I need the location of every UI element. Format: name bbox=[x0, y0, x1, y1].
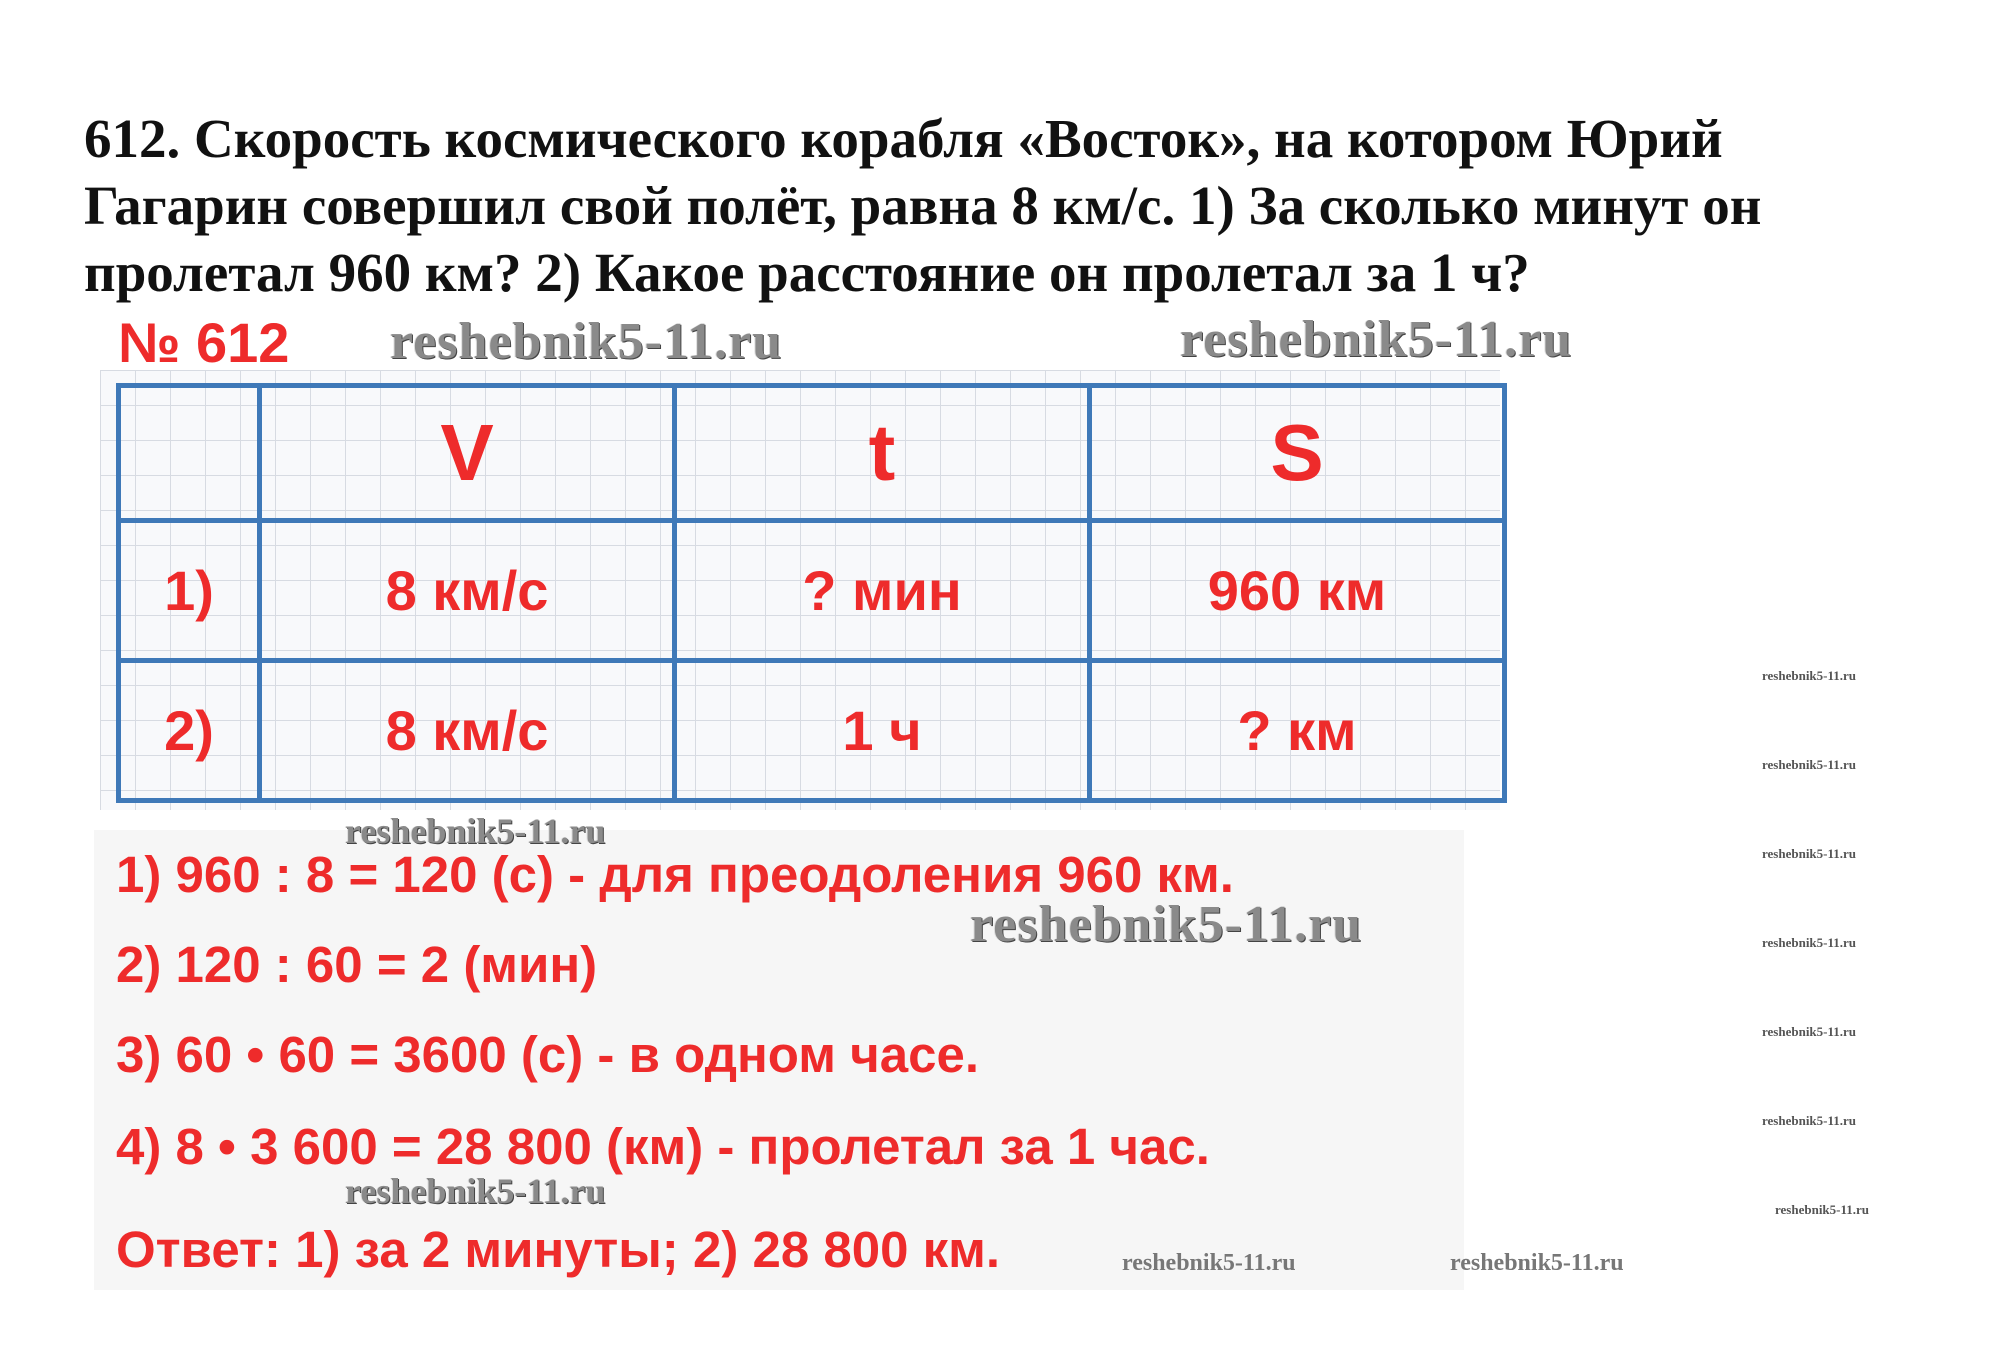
table-cell: 8 км/с bbox=[260, 521, 675, 661]
table-cell: ? км bbox=[1090, 661, 1505, 801]
table-cell: 8 км/с bbox=[260, 661, 675, 801]
watermark: reshebnik5-11.ru bbox=[1762, 935, 1857, 950]
table-header-row bbox=[119, 386, 1505, 521]
watermark: reshebnik5-11.ru bbox=[345, 1171, 606, 1211]
exercise-number: № 612 bbox=[118, 311, 290, 374]
solution-step: 3) 60 • 60 = 3600 (с) - в одном часе. bbox=[116, 1026, 979, 1083]
solution-step: 4) 8 • 3 600 = 28 800 (км) - пролетал за 1 час. bbox=[116, 1118, 1210, 1175]
solution-step: 1) 960 : 8 = 120 (с) - для преодоления 960 км. bbox=[116, 846, 1234, 903]
answer-text: Ответ: 1) за 2 минуты; 2) 28 800 км. bbox=[116, 1221, 1001, 1278]
watermark: reshebnik5-11.ru bbox=[390, 313, 783, 370]
table-row bbox=[119, 661, 1505, 801]
watermark: reshebnik5-11.ru bbox=[1762, 668, 1857, 683]
table-cell: 2) bbox=[119, 661, 260, 801]
watermark: reshebnik5-11.ru bbox=[1775, 1202, 1870, 1217]
table-cell: 960 км bbox=[1090, 521, 1505, 661]
watermark: reshebnik5-11.ru bbox=[1762, 846, 1857, 861]
watermark: reshebnik5-11.ru bbox=[1180, 311, 1573, 368]
table-cell: 1) bbox=[119, 521, 260, 661]
problem-line: пролетал 960 км? 2) Какое расстояние он пролетал за 1 ч? bbox=[84, 242, 1530, 303]
watermark: reshebnik5-11.ru bbox=[1762, 757, 1857, 772]
table-header-cell: t bbox=[675, 386, 1090, 521]
table-cell: ? мин bbox=[675, 521, 1090, 661]
data-table bbox=[116, 383, 1507, 803]
watermark: reshebnik5-11.ru bbox=[345, 811, 606, 851]
watermark: reshebnik5-11.ru bbox=[1762, 1024, 1857, 1039]
watermark: reshebnik5-11.ru bbox=[1450, 1250, 1624, 1276]
problem-line: Гагарин совершил свой полёт, равна 8 км/с. 1) За сколько минут он bbox=[84, 175, 1762, 236]
problem-line: 612. Скорость космического корабля «Восток», на котором Юрий bbox=[84, 108, 1723, 169]
table-cell: 1 ч bbox=[675, 661, 1090, 801]
table-row bbox=[119, 521, 1505, 661]
problem-text bbox=[84, 105, 1914, 306]
watermark: reshebnik5-11.ru bbox=[1122, 1250, 1296, 1276]
solution-step: 2) 120 : 60 = 2 (мин) bbox=[116, 936, 598, 993]
table-header-cell: V bbox=[260, 386, 675, 521]
watermark: reshebnik5-11.ru bbox=[1762, 1113, 1857, 1128]
table-header-cell bbox=[119, 386, 260, 521]
table-header-cell: S bbox=[1090, 386, 1505, 521]
watermark: reshebnik5-11.ru bbox=[970, 896, 1363, 953]
